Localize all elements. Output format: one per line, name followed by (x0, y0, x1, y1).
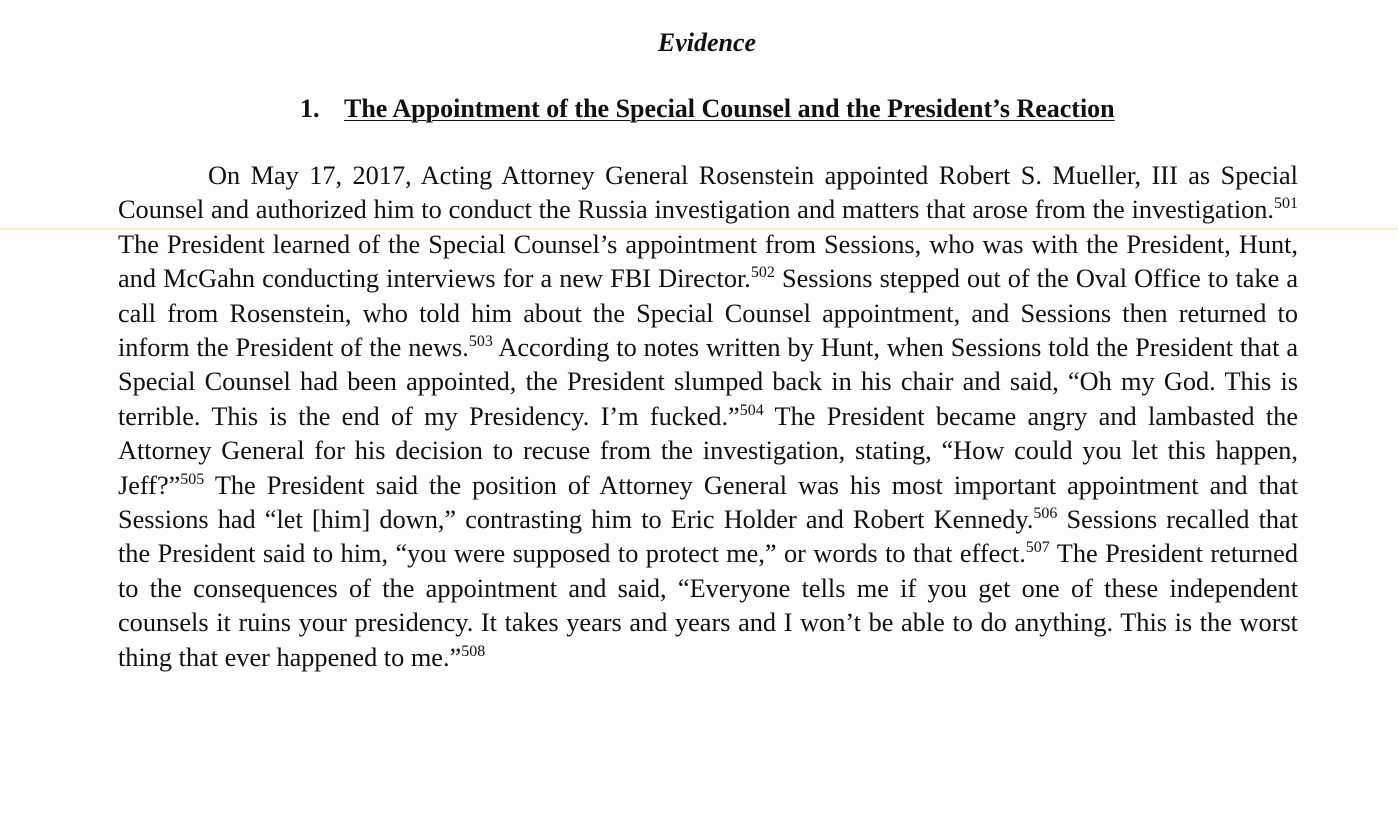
footnote-ref: 502 (750, 264, 775, 282)
text-run: The President said the position of Attorney General was his most important appointment and that Sessions had “let [him] down,” contrasting him to Eric Holder and Robert Kennedy. (118, 470, 1298, 535)
text-run: The President learned of the Special Counsel’s appointment from Sessions, who was with the President, Hunt, and McGahn conducting interviews for a new FBI Director. (118, 229, 1298, 294)
section-title-text: The Appointment of the Special Counsel and the President’s Reaction (344, 94, 1115, 123)
page-heading: Evidence (657, 28, 757, 57)
footnote-ref: 506 (1033, 505, 1058, 523)
footnote-ref: 504 (739, 401, 764, 419)
text-run: According to notes written by Hunt, when Sessions told the President that a Special Counsel had been appointed, the President slumped back in his chair and said, “Oh my God. This is terrible. This is the end of my Presidency. I’m fucked.” (118, 333, 1298, 431)
section-title (300, 94, 1115, 124)
footnote-ref: 501 (1274, 195, 1298, 213)
text-run: The President became angry and lambasted the Attorney General for his decision to recuse from the investigation, stating, “How could you let this happen, Jeff?” (118, 401, 1298, 500)
footnote-ref: 507 (1025, 539, 1050, 557)
text-run: On May 17, 2017, Acting Attorney General Rosenstein appointed Robert S. Mueller, III as Special Counsel and authorized him to conduct the Russia investigation and matters that arose from the investigation. (118, 161, 1298, 225)
footnote-ref: 508 (461, 642, 486, 660)
footnote-ref: 505 (180, 470, 205, 488)
body-paragraph (118, 159, 1298, 675)
text-run: The President returned to the consequences of the appointment and said, “Everyone tells me if you get one of these independent counsels it ruins your presidency. It takes years and years and I won’t be able to do anything. This is the worst thing that ever happened to me.” (118, 539, 1298, 672)
text-run: Sessions recalled that the President said to him, “you were supposed to protect me,” or words to that effect. (118, 505, 1298, 569)
footnote-ref: 503 (468, 333, 493, 351)
text-run: Sessions stepped out of the Oval Office to take a call from Rosenstein, who told him about the Special Counsel appointment, and Sessions then returned to inform the President of the news. (118, 264, 1299, 363)
section-number: 1. (300, 94, 320, 123)
